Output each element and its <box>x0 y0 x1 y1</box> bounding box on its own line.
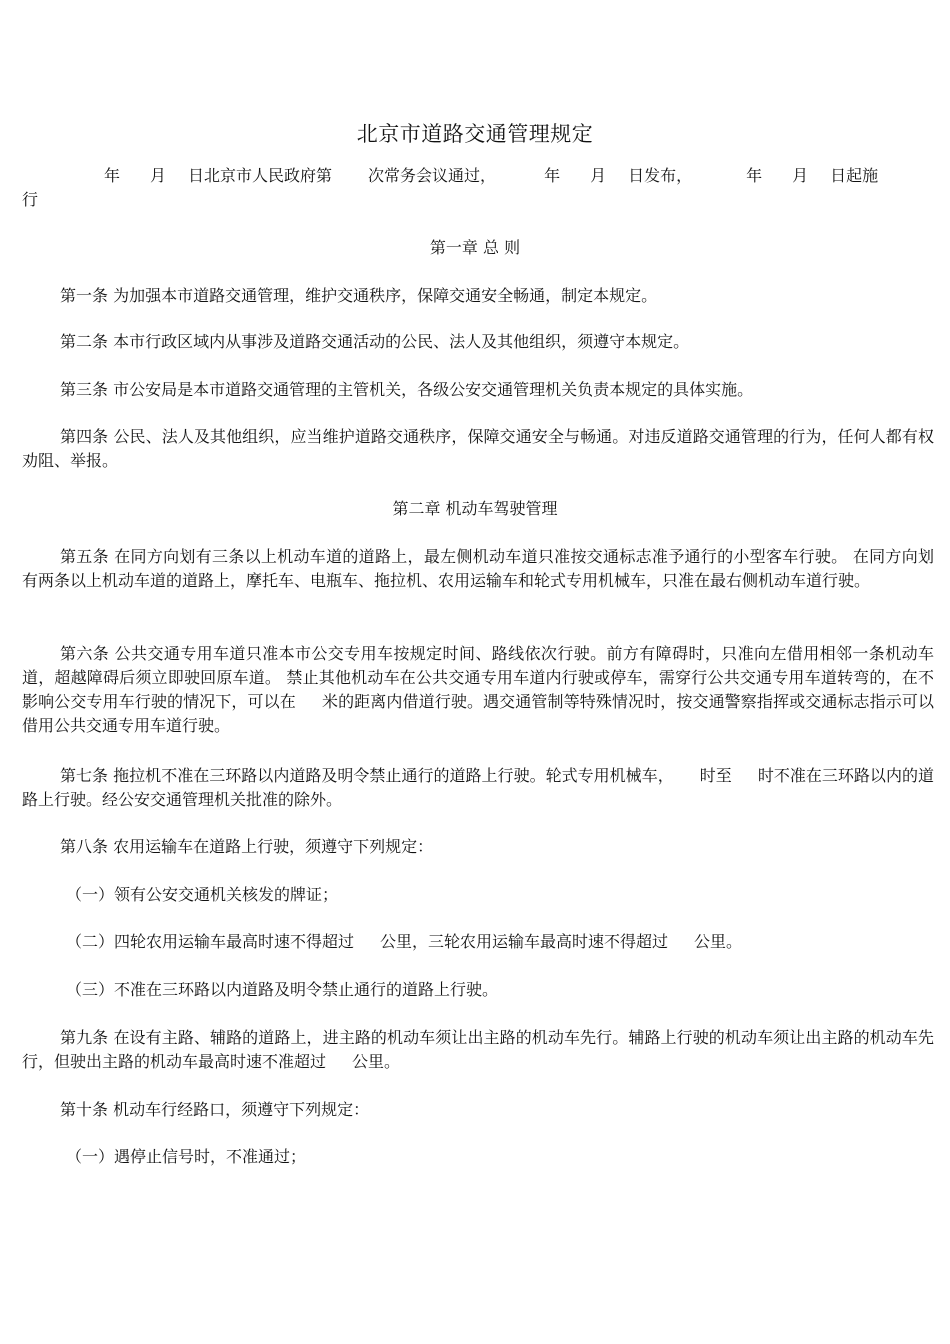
article-8-item-2-part-2: 公里，三轮农用运输车最高时速不得超过 <box>380 932 669 951</box>
article-10-item-1: （一）遇停止信号时，不准通过； <box>66 1147 307 1166</box>
meta-year-1: 年 <box>104 166 121 185</box>
article-5: 第五条 在同方向划有三条以上机动车道的道路上，最左侧机动车道只准按交通标志准予通行的小型客车行驶。 在同方向划有两条以上机动车道的道路上，摩托车、电瓶车、拖拉机、农用运输车和轮式专用机械车，只准在最右侧机动车道行驶。 <box>22 547 934 590</box>
article-1: 第一条 为加强本市道路交通管理，维护交通秩序，保障交通安全畅通，制定本规定。 <box>60 286 658 305</box>
article-3: 第三条 市公安局是本市道路交通管理的主管机关，各级公安交通管理机关负责本规定的具体实施。 <box>60 380 754 399</box>
meta-session: 次常务会议通过， <box>368 166 497 185</box>
chapter-2-heading: 第二章 机动车驾驶管理 <box>392 499 558 518</box>
meta-month-1: 月 <box>150 166 167 185</box>
meta-year-2: 年 <box>544 166 561 185</box>
article-8-item-2-part-1: （二）四轮农用运输车最高时速不得超过 <box>66 932 355 951</box>
article-6-part-1: 第六条 公共交通专用车道只准本市公交专用车按规定时间、路线依次行驶。前方有障碍时，只准向左借用相邻一条机动车道，超越障碍后须立即驶回原车道。 禁止其他机动车在公共交通专用车道内行驶或停车，需穿行公共交通专用车道转弯的，在不影响公交专用车行驶的情况下，可以在 <box>22 644 934 711</box>
article-8-item-3: （三）不准在三环路以内道路及明令禁止通行的道路上行驶。 <box>66 980 499 999</box>
adoption-info <box>22 164 932 188</box>
article-6-part-2: 米的距离内借道行驶。遇交通管制等特殊情况时，按交通警察指挥或交通标志指示可以借用公共交通专用车道行驶。 <box>22 692 934 735</box>
meta-month-3: 月 <box>792 166 809 185</box>
article-10: 第十条 机动车行经路口，须遵守下列规定： <box>60 1100 370 1119</box>
meta-day-1: 日北京市人民政府第 <box>188 166 333 185</box>
article-7-part-2: 时至 <box>699 766 732 785</box>
article-2: 第二条 本市行政区域内从事涉及道路交通活动的公民、法人及其他组织，须遵守本规定。 <box>60 332 690 351</box>
article-6 <box>22 642 934 738</box>
document-title: 北京市道路交通管理规定 <box>356 122 594 146</box>
meta-month-2: 月 <box>590 166 607 185</box>
meta-publish: 日发布， <box>628 166 693 185</box>
article-8-item-2 <box>66 930 932 954</box>
chapter-1-heading: 第一章 总 则 <box>429 238 521 257</box>
article-7-part-3: 时不准在三环路以内的道路上行驶。经公安交通管理机关批准的除外。 <box>22 766 934 809</box>
article-4: 第四条 公民、法人及其他组织，应当维护道路交通秩序，保障交通安全与畅通。对违反道路交通管理的行为，任何人都有权劝阻、举报。 <box>22 427 934 470</box>
article-9-part-2: 公里。 <box>352 1052 401 1071</box>
article-8-item-1: （一）领有公安交通机关核发的牌证； <box>66 885 339 904</box>
article-7-part-1: 第七条 拖拉机不准在三环路以内道路及明令禁止通行的道路上行驶。轮式专用机械车， <box>60 766 674 785</box>
article-8-item-2-part-3: 公里。 <box>694 932 743 951</box>
adoption-info-wrap: 行 <box>22 190 39 209</box>
article-7 <box>22 764 934 812</box>
article-9-part-1: 第九条 在设有主路、辅路的道路上，进主路的机动车须让出主路的机动车先行。辅路上行驶的机动车须让出主路的机动车先行，但驶出主路的机动车最高时速不准超过 <box>22 1028 934 1071</box>
article-8: 第八条 农用运输车在道路上行驶，须遵守下列规定： <box>60 837 434 856</box>
article-9 <box>22 1026 934 1074</box>
meta-effective: 日起施 <box>830 166 879 185</box>
meta-year-3: 年 <box>746 166 763 185</box>
